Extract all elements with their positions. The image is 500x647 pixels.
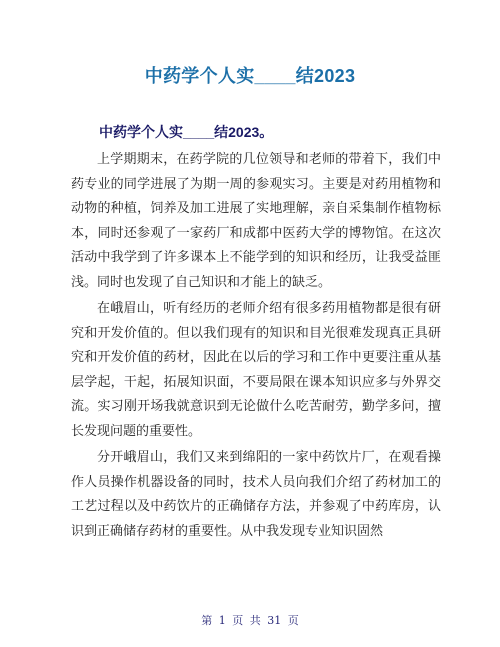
paragraph-1: 上学期期末，在药学院的几位领导和老师的带着下，我们中药专业的同学进展了为期一周的参观实习。主要是对药用植物和动物的种植，饲养及加工进展了实地理解，亲自采集制作植物标本，同时还参观了一家药厂和成都中医药大学的博物馆。在这次活动中我学到了许多课本上不能学到的知识和经历，让我受益匪浅。同时也发现了自己知识和才能上的缺乏。 [71,152,441,290]
paragraph-3: 分开峨眉山，我们又来到绵阳的一家中药饮片厂，在观看操作人员操作机器设备的同时，技术人员向我们介绍了药材加工的工艺过程以及中药饮片的正确储存方法，并参观了中药库房，认识到正确储存药材的重要性。从中我发现专业知识固然 [71,450,441,539]
paragraph-2: 在峨眉山，听有经历的老师介绍有很多药用植物都是很有研究和开发价值的。但以我们现有的知识和目光很难发现真正具研究和开发价值的药材，因此在以后的学习和工作中更要注重从基层学起，干起，拓展知识面，不要局限在课本知识应多与外界交流。实习刚开场我就意识到无论做什么吃苦耐劳，勤学多问，擅长发现问题的重要性。 [71,301,441,439]
document-subtitle: 中药学个人实____结2023。 [99,124,274,140]
document-body [71,148,441,546]
page-number-footer: 第 1 页 共 31 页 [201,614,299,627]
document-title: 中药学个人实____结2023 [144,66,356,86]
